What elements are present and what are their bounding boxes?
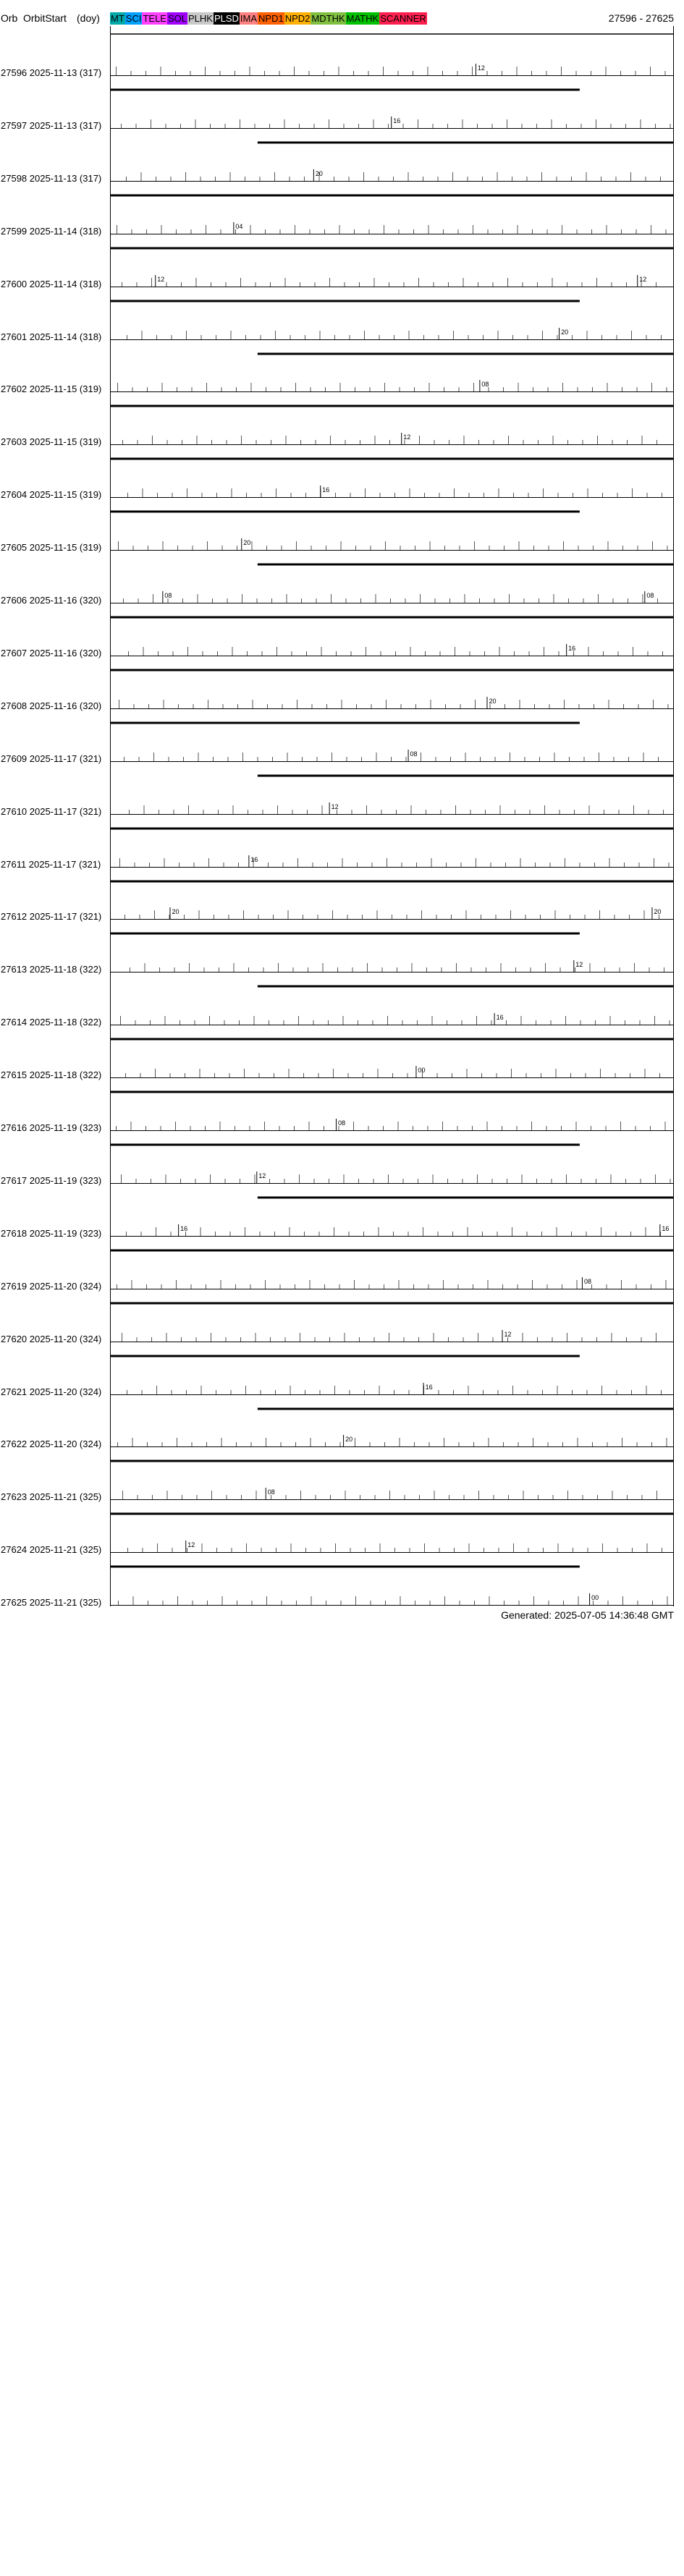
orbit-row-label: 27603 2025-11-15 (319): [1, 436, 102, 447]
legend-item-sci: SCI: [125, 13, 142, 24]
orbit-row-label: 27606 2025-11-16 (320): [1, 595, 102, 606]
hour-label: 12: [331, 803, 339, 810]
orbit-row-label: 27597 2025-11-13 (317): [1, 120, 102, 131]
orbit-row-label: 27623 2025-11-21 (325): [1, 1491, 102, 1502]
hour-label: 20: [243, 539, 251, 546]
chart-header: [0, 0, 684, 26]
orbit-range-label: 27596 - 27625: [608, 12, 674, 24]
legend-item-plsd: PLSD: [214, 13, 239, 24]
hour-label: 08: [583, 1278, 591, 1285]
hour-label: 12: [187, 1541, 195, 1548]
instrument-legend: [110, 12, 427, 25]
orbit-row-label: 27600 2025-11-14 (318): [1, 279, 102, 289]
orbit-row-label: 27608 2025-11-16 (320): [1, 700, 102, 711]
hour-label: 16: [322, 486, 330, 493]
hour-label: 20: [654, 908, 662, 915]
hour-label: 12: [575, 961, 583, 968]
hour-label: 08: [337, 1119, 345, 1127]
hour-label: 08: [481, 381, 489, 388]
orbit-row-label: 27605 2025-11-15 (319): [1, 542, 102, 553]
legend-item-npd1: NPD1: [258, 13, 284, 24]
legend-item-sol: SOL: [167, 13, 187, 24]
orbit-row-label: 27610 2025-11-17 (321): [1, 806, 102, 817]
hour-label: 12: [157, 276, 165, 283]
orbit-row-label: 27616 2025-11-19 (323): [1, 1122, 102, 1133]
orbit-row-label: 27596 2025-11-13 (317): [1, 67, 102, 78]
orbit-timeline-chart: [0, 26, 684, 1611]
hour-label: 12: [477, 64, 485, 72]
orbit-row-label: 27612 2025-11-17 (321): [1, 911, 102, 922]
hour-label: 20: [345, 1436, 353, 1443]
hour-label: 04: [235, 223, 243, 230]
hour-label: 12: [639, 276, 647, 283]
orbit-row-label: 27618 2025-11-19 (323): [1, 1228, 102, 1239]
orbit-row-label: 27621 2025-11-20 (324): [1, 1386, 102, 1397]
legend-item-scanner: SCANNER: [380, 13, 426, 24]
hour-label: 12: [403, 433, 411, 441]
orbit-start-column-label: OrbitStart: [23, 12, 67, 24]
orbit-row-label: 27619 2025-11-20 (324): [1, 1281, 102, 1292]
orbit-row-label: 27599 2025-11-14 (318): [1, 226, 102, 237]
orbit-row-label: 27601 2025-11-14 (318): [1, 331, 102, 342]
hour-label: 16: [496, 1014, 504, 1021]
hour-label: 00: [591, 1594, 599, 1601]
doy-column-label: (doy): [77, 12, 100, 24]
hour-label: 08: [646, 592, 654, 599]
hour-label: 16: [425, 1384, 433, 1391]
orbit-row-label: 27602 2025-11-15 (319): [1, 384, 102, 394]
orb-column-label: Orb: [1, 12, 18, 24]
orbit-row-label: 27615 2025-11-18 (322): [1, 1069, 102, 1080]
hour-label: 08: [267, 1488, 275, 1496]
hour-label: 20: [315, 170, 323, 177]
legend-item-tele: TELE: [143, 13, 166, 24]
hour-label: 00: [418, 1067, 426, 1074]
legend-item-npd2: NPD2: [284, 13, 311, 24]
hour-label: 12: [258, 1172, 266, 1179]
orbit-row-label: 27613 2025-11-18 (322): [1, 964, 102, 975]
hour-label: 20: [172, 908, 180, 915]
legend-item-plhk: PLHK: [187, 13, 213, 24]
orbit-row-label: 27611 2025-11-17 (321): [1, 859, 101, 870]
orbit-row-label: 27622 2025-11-20 (324): [1, 1439, 102, 1449]
generated-timestamp: Generated: 2025-07-05 14:36:48 GMT: [501, 1609, 674, 1621]
legend-item-mathk: MATHK: [346, 13, 379, 24]
orbit-row-label: 27624 2025-11-21 (325): [1, 1544, 102, 1555]
hour-label: 20: [561, 329, 569, 336]
orbit-row-label: 27617 2025-11-19 (323): [1, 1175, 102, 1186]
hour-label: 16: [393, 117, 401, 124]
hour-label: 08: [410, 750, 418, 758]
orbit-row-label: 27607 2025-11-16 (320): [1, 648, 102, 658]
orbit-row-label: 27604 2025-11-15 (319): [1, 489, 102, 500]
hour-label: 12: [504, 1331, 512, 1338]
orbit-row-label: 27625 2025-11-21 (325): [1, 1597, 102, 1608]
orbit-row-label: 27609 2025-11-17 (321): [1, 753, 102, 764]
orbit-row-label: 27614 2025-11-18 (322): [1, 1017, 102, 1028]
orbit-row-label: 27620 2025-11-20 (324): [1, 1334, 102, 1344]
legend-item-mdthk: MDTHK: [311, 13, 345, 24]
hour-label: 20: [489, 698, 497, 705]
legend-item-mt: MT: [111, 13, 124, 24]
hour-label: 16: [180, 1225, 188, 1232]
orbit-row-label: 27598 2025-11-13 (317): [1, 173, 102, 184]
hour-label: 16: [662, 1225, 670, 1232]
hour-label: 16: [568, 645, 576, 652]
hour-label: 08: [164, 592, 172, 599]
hour-label: 16: [250, 856, 258, 863]
legend-item-ima: IMA: [240, 13, 258, 24]
